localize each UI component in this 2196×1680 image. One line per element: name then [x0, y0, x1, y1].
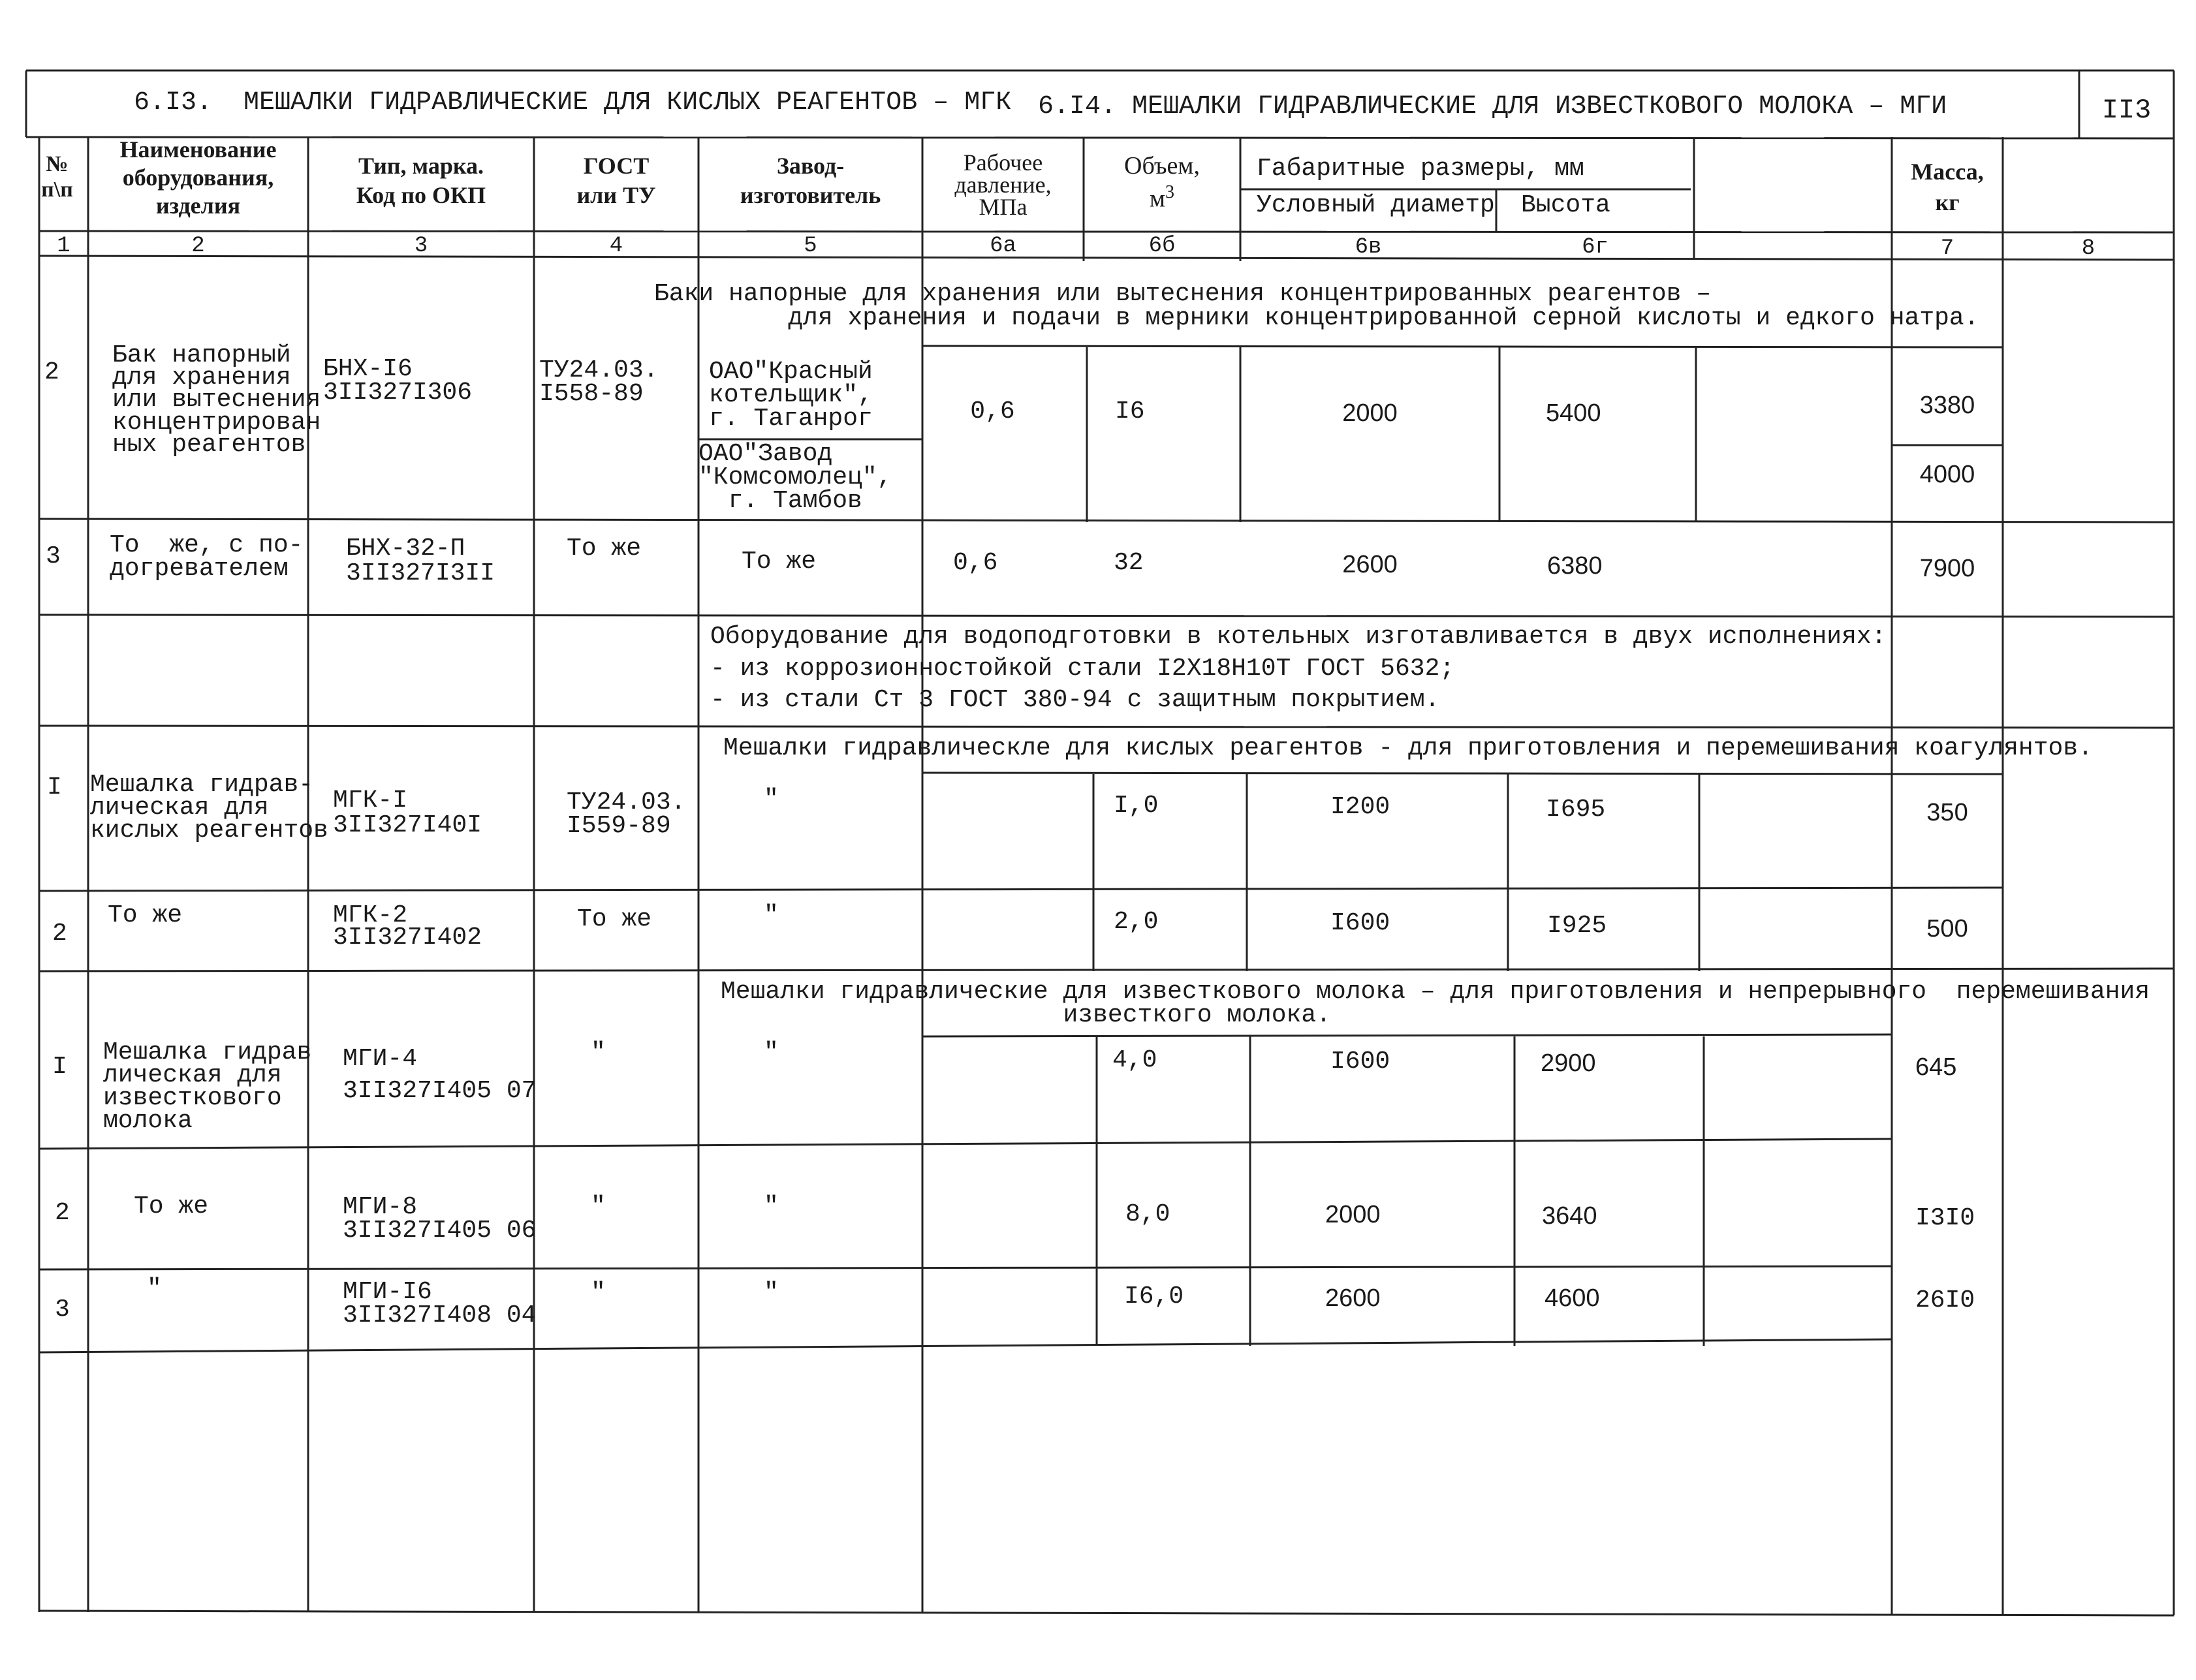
section-tanks-caption: Баки напорные для хранения или вытеснения концентрированных реагентов – для хранения и подачи в мерники концентрированной серной кислоты и едкого натра. — [654, 280, 1979, 333]
row-mgi1-volume: 4,0 — [1112, 1046, 1157, 1074]
row-mgi2-gost: " — [591, 1192, 606, 1221]
row-mgk2-name: То же — [108, 901, 183, 929]
row-mgi1-mass: 645 — [1915, 1053, 1957, 1081]
row-tank2-height: 5400 — [1546, 399, 1601, 427]
row-mgi2-no: 2 — [55, 1199, 70, 1227]
row-mgk1-volume: I,0 — [1114, 792, 1159, 820]
row-tank2-gost: ТУ24.03. I558-89 — [539, 356, 659, 409]
row-mgi1-no: I — [52, 1053, 67, 1081]
row-tank3-pressure: 0,6 — [953, 549, 998, 577]
row-tank3-no: 3 — [46, 542, 61, 570]
col-header-height: Высота — [1521, 191, 1610, 219]
row-tank2-diam: 2000 — [1342, 399, 1398, 427]
row-mgk1-mass: 350 — [1926, 799, 1968, 826]
col-header-mass: Масса, кг — [1911, 159, 1984, 215]
row-mgk2-type: МГК-2 3II327I402 — [333, 901, 482, 952]
row-mgi3-name: " — [147, 1275, 162, 1303]
col-header-gost: ГОСТ или ТУ — [576, 153, 656, 208]
row-mgk2-height: I925 — [1547, 912, 1607, 940]
section-mgk-caption: Мешалки гидравлическле для кислых реагентов - для приготовления и перемешивания коагулянтов. — [723, 734, 2093, 762]
col-header-no: № п\п — [41, 152, 73, 202]
row-tank2-mass1: 3380 — [1919, 392, 1975, 419]
row-mgi3-diam: 2600 — [1325, 1284, 1381, 1312]
row-mgi1-name: Мешалка гидрав лическая для известкового молока — [103, 1038, 312, 1135]
col-header-volume: Объем, $м^3$ — [1124, 152, 1200, 213]
row-mgk2-volume: 2,0 — [1114, 908, 1159, 936]
row-mgk1-maker: " — [764, 785, 779, 813]
row-mgk1-type: МГК-I 3II327I40I — [333, 786, 482, 839]
row-tank3-name: То же, с по- догревателем — [110, 531, 304, 583]
row-tank2-volume: I6 — [1115, 397, 1145, 426]
row-tank2-maker1: ОАО"Красный котельщик", г. Таганрог — [709, 358, 873, 433]
row-mgk2-gost: То же — [577, 905, 652, 933]
row-mgi3-no: 3 — [55, 1296, 70, 1324]
col-header-name: Наименование оборудования, изделия — [119, 136, 277, 219]
row-tank2-name: Бак напорный для хранения или вытеснения концентрирован ных реагентов — [112, 341, 321, 459]
col-header-pressure: Рабочее давление, МПа — [954, 149, 1052, 221]
col-header-diam: Условный диаметр — [1257, 191, 1495, 219]
row-mgi3-volume: I6,0 — [1124, 1283, 1184, 1311]
col-num-6a: 6а — [990, 234, 1016, 258]
row-mgi3-gost: " — [591, 1279, 606, 1307]
row-mgk2-maker: " — [764, 901, 779, 929]
col-num-5: 5 — [804, 234, 817, 258]
row-tank3-type: БНХ-32-П 3II327I3II — [346, 535, 495, 587]
col-num-6b: 6б — [1148, 234, 1176, 258]
note-text: Оборудование для водоподготовки в котельных изготавливается в двух исполнениях: - из коррозионностойкой стали I2Х18Н10Т ГОСТ 5632; - из стали Ст 3 ГОСТ 380-94 с защитным покрытием. — [710, 623, 1887, 715]
row-mgi1-type: МГИ-4 3II327I405 07 — [343, 1045, 537, 1106]
row-mgi2-height: 3640 — [1542, 1202, 1597, 1230]
row-mgi2-volume: 8,0 — [1125, 1200, 1170, 1228]
row-tank2-type: БНХ-I6 3II327I306 — [323, 355, 473, 407]
row-mgk1-diam: I200 — [1330, 793, 1390, 821]
row-tank3-mass: 7900 — [1919, 555, 1975, 582]
col-header-dims: Габаритные размеры, мм — [1257, 155, 1584, 183]
row-mgi3-height: 4600 — [1545, 1284, 1600, 1312]
row-mgi2-diam: 2000 — [1325, 1201, 1381, 1228]
row-mgi2-type: МГИ-8 3II327I405 06 — [343, 1193, 537, 1245]
col-num-7: 7 — [1940, 236, 1954, 261]
row-tank2-maker2: ОАО"Завод "Комсомолец", г. Тамбов — [698, 440, 892, 516]
row-mgi2-maker: " — [764, 1192, 779, 1221]
row-mgi1-gost: " — [591, 1038, 606, 1066]
row-tank2-mass2: 4000 — [1919, 461, 1975, 488]
col-num-3: 3 — [414, 234, 428, 258]
row-tank3-gost: То же — [567, 535, 642, 563]
row-mgi3-mass: 26I0 — [1915, 1286, 1975, 1314]
section-title-6-13: 6.I3. МЕШАЛКИ ГИДРАВЛИЧЕСКИЕ ДЛЯ КИСЛЫХ РЕАГЕНТОВ – МГК — [134, 88, 1012, 117]
row-mgi3-maker: " — [764, 1279, 779, 1307]
page-number: II3 — [2101, 95, 2152, 126]
section-title-6-14: 6.I4. МЕШАЛКИ ГИДРАВЛИЧЕСКИЕ ДЛЯ ИЗВЕСТКОВОГО МОЛОКА – МГИ — [1038, 92, 1947, 121]
col-header-maker: Завод- изготовитель — [740, 153, 881, 208]
col-header-type: Тип, марка. Код по ОКП — [356, 153, 486, 208]
col-num-6g: 6г — [1582, 235, 1608, 260]
col-num-4: 4 — [609, 234, 623, 258]
row-tank3-volume: 32 — [1114, 549, 1144, 577]
row-mgi1-diam: I600 — [1330, 1048, 1390, 1076]
row-tank3-diam: 2600 — [1342, 551, 1398, 578]
row-mgk1-gost: ТУ24.03. I559-89 — [567, 788, 686, 841]
row-tank2-pressure: 0,6 — [970, 397, 1015, 426]
row-tank2-no: 2 — [44, 358, 59, 386]
row-mgk1-name: Мешалка гидрав- лическая для кислых реагентов — [90, 771, 328, 845]
row-mgi1-height: 2900 — [1541, 1050, 1596, 1077]
row-mgk2-no: 2 — [52, 920, 67, 948]
row-mgi3-type: МГИ-I6 3II327I408 04 — [343, 1278, 537, 1330]
row-tank3-height: 6380 — [1547, 552, 1603, 580]
col-num-1: 1 — [57, 234, 71, 258]
col-num-6v: 6в — [1355, 235, 1382, 260]
section-mgi-caption: Мешалки гидравлические для известкового молока – для приготовления и непрерывного перемешивания известкого молока. — [721, 978, 2150, 1030]
row-mgi1-maker: " — [764, 1038, 779, 1066]
col-num-2: 2 — [191, 234, 205, 258]
row-mgi2-name: То же — [134, 1192, 209, 1221]
row-mgi2-mass: I3I0 — [1915, 1204, 1975, 1232]
row-mgk2-diam: I600 — [1330, 909, 1390, 937]
col-num-8: 8 — [2081, 236, 2095, 261]
row-mgk1-no: I — [47, 773, 62, 801]
row-mgk1-height: I695 — [1546, 796, 1606, 824]
row-mgk2-mass: 500 — [1926, 915, 1968, 942]
row-tank3-maker: То же — [742, 548, 817, 576]
